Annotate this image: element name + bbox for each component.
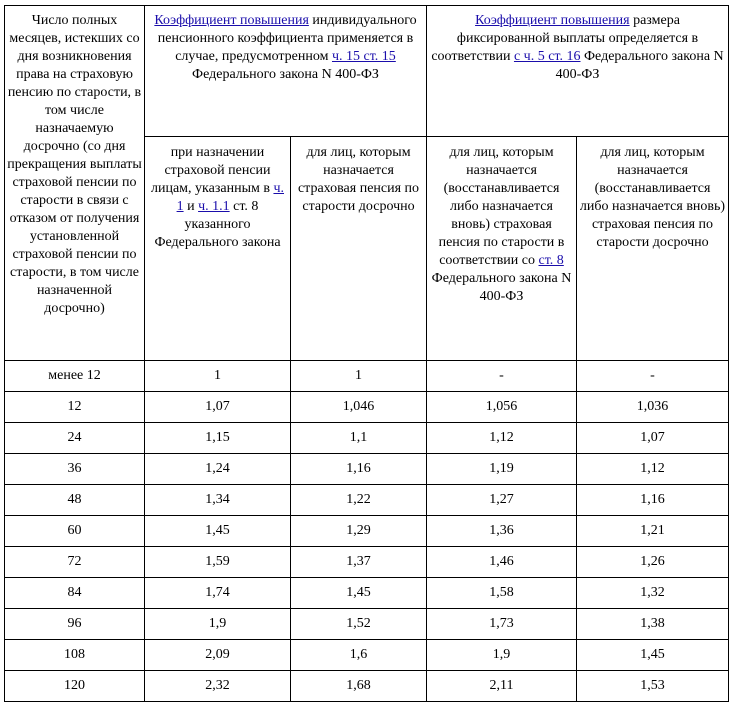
header-row-1	[5, 6, 729, 137]
table-row	[5, 361, 729, 392]
table-cell: 1,16	[577, 485, 729, 516]
table-row	[5, 392, 729, 423]
table-cell: 36	[5, 454, 145, 485]
subheader-art8-persons: при назначении страховой пенсии лицам, указанным в ч. 1 и ч. 1.1 ст. 8 указанного Федерального закона	[145, 137, 291, 361]
table-cell: менее 12	[5, 361, 145, 392]
table-cell: 48	[5, 485, 145, 516]
subheader-early-fixed: для лиц, которым назначается (восстанавливается либо назначается вновь) страховая пенсия по старости досрочно	[577, 137, 729, 361]
table-cell: 96	[5, 609, 145, 640]
table-cell: 1,59	[145, 547, 291, 578]
table-row	[5, 640, 729, 671]
table-cell: 1,16	[291, 454, 427, 485]
table-row	[5, 485, 729, 516]
table-cell: 1,73	[427, 609, 577, 640]
table-cell: -	[577, 361, 729, 392]
part1-link[interactable]: ч. 1	[176, 181, 284, 214]
subheader-art8-pension: для лиц, которым назначается (восстанавливается либо назначается вновь) страховая пенсия по старости в соответствии со ст. 8 Федерального закона N 400-ФЗ	[427, 137, 577, 361]
table-cell: 84	[5, 578, 145, 609]
table-cell: 1,74	[145, 578, 291, 609]
table-cell: 1,15	[145, 423, 291, 454]
table-cell: 1,056	[427, 392, 577, 423]
table-cell: 1,26	[577, 547, 729, 578]
table-cell: 1,036	[577, 392, 729, 423]
table-cell: 108	[5, 640, 145, 671]
table-cell: 2,32	[145, 671, 291, 702]
table-cell: 1,34	[145, 485, 291, 516]
table-row	[5, 671, 729, 702]
table-cell: 1,1	[291, 423, 427, 454]
art8-link[interactable]: ст. 8	[538, 253, 564, 268]
table-cell: 1,12	[577, 454, 729, 485]
part5-art16-link[interactable]: с ч. 5 ст. 16	[513, 49, 581, 64]
table-cell: 1,21	[577, 516, 729, 547]
table-row	[5, 578, 729, 609]
table-cell: 1	[291, 361, 427, 392]
table-cell: 1,46	[427, 547, 577, 578]
table-cell: 1,22	[291, 485, 427, 516]
months-header-text: Число полных месяцев, истекших со дня возникновения права на страховую пенсию по старости, в том числе назначаемую досрочно (со дня прекращения выплаты страховой пенсии по старости в связи с отказом от получения установленной страховой пенсии по старости, в том числе назначенной досрочно)	[7, 13, 142, 316]
table-cell: 1,53	[577, 671, 729, 702]
table-cell: 1,45	[145, 516, 291, 547]
table-cell: 1,046	[291, 392, 427, 423]
table-cell: 24	[5, 423, 145, 454]
table-body	[5, 361, 729, 702]
table-cell: 1	[145, 361, 291, 392]
table-cell: 1,68	[291, 671, 427, 702]
fixed-payment-coefficient-header: Коэффициент повышения размера фиксированной выплаты определяется в соответствии с ч. 5 ст. 16 Федерального закона N 400-ФЗ	[427, 6, 729, 137]
ipk-coefficient-link[interactable]: Коэффициент повышения	[154, 13, 309, 28]
table-cell: -	[427, 361, 577, 392]
part1-1-link[interactable]: ч. 1.1	[198, 199, 230, 214]
table-cell: 60	[5, 516, 145, 547]
table-cell: 1,24	[145, 454, 291, 485]
table-cell: 1,29	[291, 516, 427, 547]
table-row	[5, 423, 729, 454]
table-cell: 72	[5, 547, 145, 578]
months-header	[5, 6, 145, 361]
table-cell: 1,27	[427, 485, 577, 516]
table-cell: 1,36	[427, 516, 577, 547]
table-cell: 1,9	[145, 609, 291, 640]
table-cell: 1,32	[577, 578, 729, 609]
table-row	[5, 547, 729, 578]
coefficients-table	[4, 5, 729, 702]
ipk-coefficient-header: Коэффициент повышения индивидуального пенсионного коэффициента применяется в случае, предусмотренном ч. 15 ст. 15 Федерального закона N 400-ФЗ	[145, 6, 427, 137]
table-cell: 1,45	[577, 640, 729, 671]
table-cell: 12	[5, 392, 145, 423]
table-cell: 1,37	[291, 547, 427, 578]
table-cell: 1,58	[427, 578, 577, 609]
subheader-early-pension: для лиц, которым назначается страховая пенсия по старости досрочно	[291, 137, 427, 361]
table-row	[5, 609, 729, 640]
table-row	[5, 454, 729, 485]
table-cell: 1,9	[427, 640, 577, 671]
table-cell: 1,6	[291, 640, 427, 671]
table-cell: 1,07	[577, 423, 729, 454]
table-cell: 1,52	[291, 609, 427, 640]
table-cell: 1,07	[145, 392, 291, 423]
table-cell: 1,45	[291, 578, 427, 609]
table-cell: 1,38	[577, 609, 729, 640]
part15-art15-link[interactable]: ч. 15 ст. 15	[331, 49, 396, 64]
table-cell: 1,12	[427, 423, 577, 454]
table-cell: 2,09	[145, 640, 291, 671]
table-cell: 1,19	[427, 454, 577, 485]
fixed-payment-coefficient-link[interactable]: Коэффициент повышения	[475, 13, 630, 28]
table-cell: 120	[5, 671, 145, 702]
table-cell: 2,11	[427, 671, 577, 702]
table-row	[5, 516, 729, 547]
